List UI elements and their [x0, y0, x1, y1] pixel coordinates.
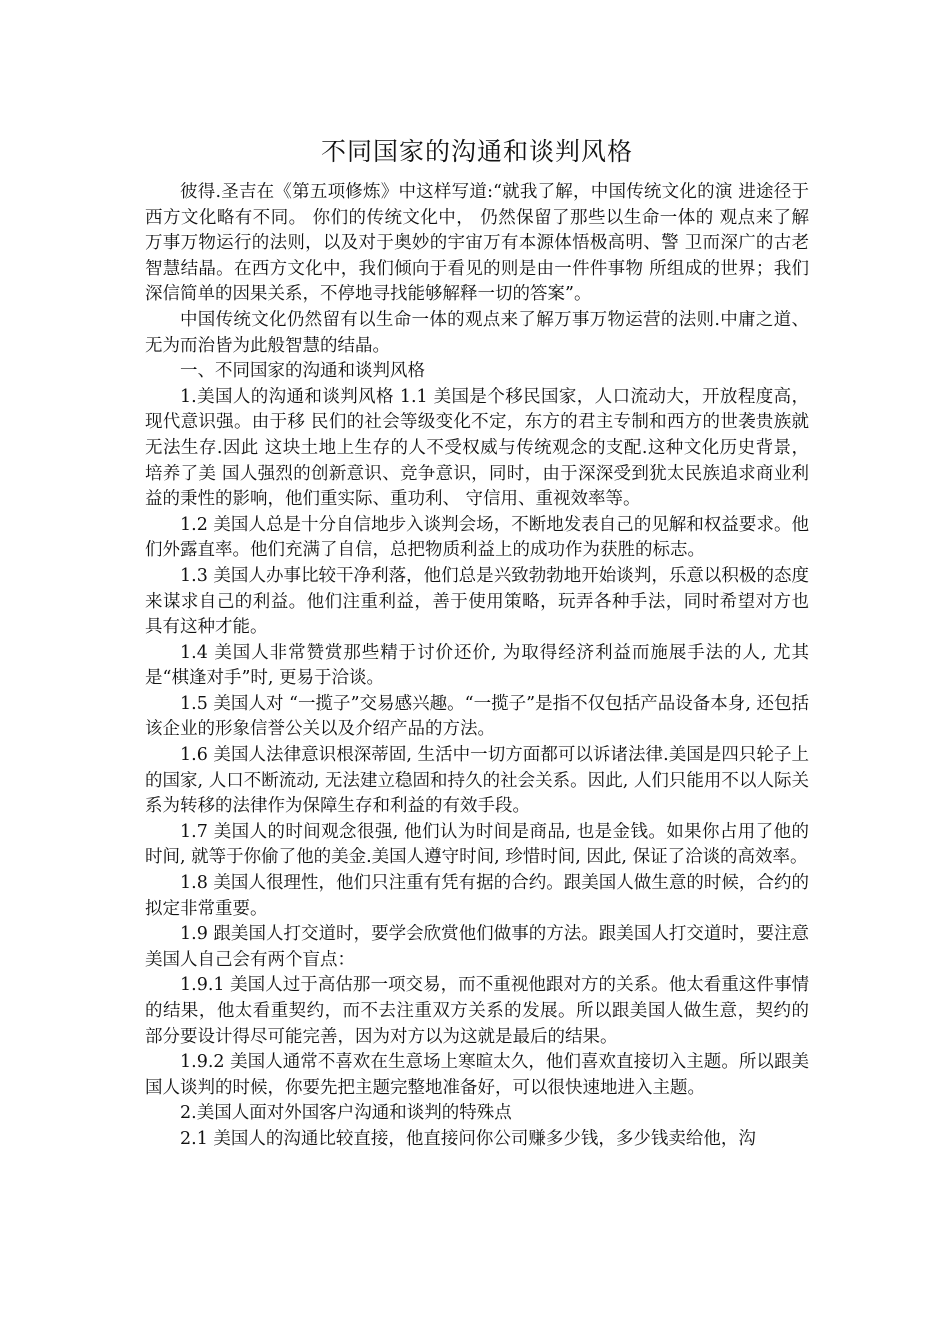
paragraph-1-2: 1.2 美国人总是十分自信地步入谈判会场，不断地发表自己的见解和权益要求。他们外露直率。他们充满了自信，总把物质利益上的成功作为获胜的标志。	[145, 514, 809, 561]
paragraph-1-4: 1.4 美国人非常赞赏那些精于讨价还价, 为取得经济利益而施展手法的人, 尤其是“棋逢对手”时, 更易于洽谈。	[145, 642, 809, 689]
section-heading-2: 2.美国人面对外国客户沟通和谈判的特殊点	[180, 1103, 512, 1124]
paragraph-1-9-1: 1.9.1 美国人过于高估那一项交易，而不重视他跟对方的关系。他太看重这件事情的结果，他太看重契约，而不去注重双方关系的发展。所以跟美国人做生意，契约的部分要设计得尽可能完善，因为对方以为这就是最后的结果。	[145, 975, 809, 1047]
paragraph-1-5: 1.5 美国人对 “一揽子”交易感兴趣。“一揽子”是指不仅包括产品设备本身, 还包括该企业的形象信誉公关以及介绍产品的方法。	[145, 693, 809, 740]
paragraph-1-1: 1.美国人的沟通和谈判风格 1.1 美国是个移民国家，人口流动大，开放程度高，现代意识强。由于移 民们的社会等级变化不定，东方的君主专制和西方的世袭贵族就无法生存.因此 这块土地上生存的人不受权威与传统观念的支配.这种文化历史背景， 培养了美 国人强烈的创新意识、竞争意识，同时，由于深深受到犹太民族追求商业利益的秉性的影响，他们重实际、重功利、 守信用、重视效率等。	[145, 386, 809, 510]
paragraph-1-9-2: 1.9.2 美国人通常不喜欢在生意场上寒暄太久，他们喜欢直接切入主题。所以跟美国人谈判的时候，你要先把主题完整地准备好，可以很快速地进入主题。	[145, 1052, 809, 1098]
paragraph-1-7: 1.7 美国人的时间观念很强, 他们认为时间是商品, 也是金钱。如果你占用了他的时间, 就等于你偷了他的美金.美国人遵守时间, 珍惜时间, 因此, 保证了洽谈的高效率。	[145, 821, 809, 868]
paragraph-chinese-culture: 中国传统文化仍然留有以生命一体的观点来了解万事万物运营的法则.中庸之道、无为而治皆为此般智慧的结晶。	[145, 309, 809, 356]
paragraph-2-1: 2.1 美国人的沟通比较直接，他直接问你公司赚多少钱，多少钱卖给他，沟	[180, 1128, 756, 1149]
paragraph-1-9: 1.9 跟美国人打交道时，要学会欣赏他们做事的方法。跟美国人打交道时，要注意美国人自己会有两个盲点：	[145, 924, 809, 970]
document-page	[145, 132, 809, 1153]
document-body	[145, 180, 809, 1153]
paragraph-1-8: 1.8 美国人很理性，他们只注重有凭有据的合约。跟美国人做生意的时候，合约的拟定非常重要。	[145, 873, 809, 919]
paragraph-1-6: 1.6 美国人法律意识根深蒂固, 生活中一切方面都可以诉诸法律.美国是四只轮子上的国家, 人口不断流动, 无法建立稳固和持久的社会关系。因此, 人们只能用不以人际关系为转移的法律作为保障生存和利益的有效手段。	[145, 745, 809, 817]
document-title: 不同国家的沟通和谈判风格	[320, 137, 633, 166]
section-heading-1: 一、不同国家的沟通和谈判风格	[180, 361, 425, 382]
paragraph-1-3: 1.3 美国人办事比较干净利落，他们总是兴致勃勃地开始谈判，乐意以积极的态度来谋求自己的利益。他们注重利益，善于使用策略，玩弄各种手法，同时希望对方也具有这种才能。	[145, 565, 809, 638]
paragraph-intro-quote: 彼得.圣吉在《第五项修炼》中这样写道:“就我了解，中国传统文化的演 进途径于西方文化略有不同。 你们的传统文化中， 仍然保留了那些以生命一体的 观点来了解万事万物运行的法则，以及对于奥妙的宇宙万有本源体悟极高明、警 卫而深广的古老智慧结晶。在西方文化中，我们倾向于看见的则是由一件件事物 所组成的世界；我们深信简单的因果关系，不停地寻找能够解释一切的答案”。	[145, 182, 809, 305]
